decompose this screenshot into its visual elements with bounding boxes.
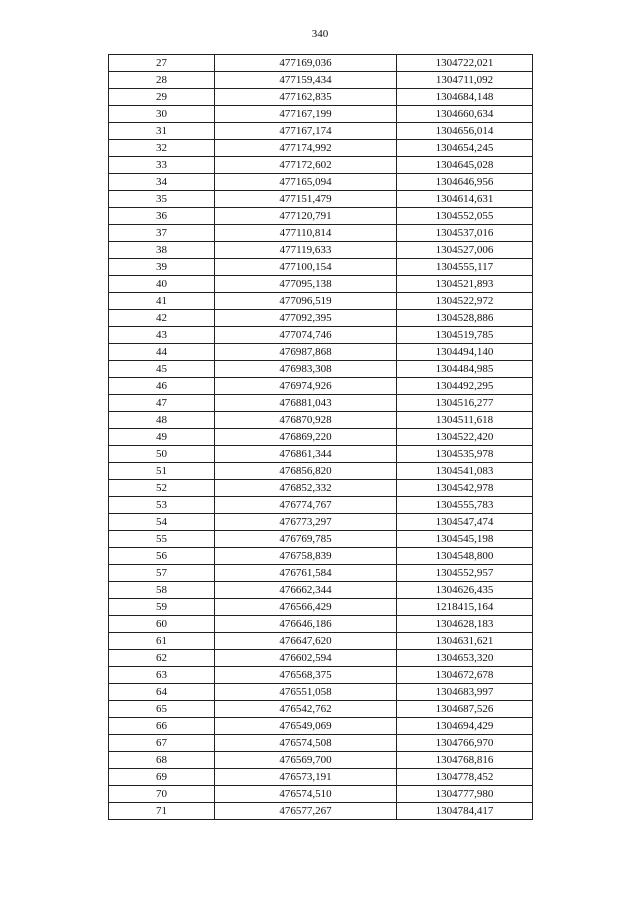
point-number-cell: 49 (109, 429, 215, 446)
x-coordinate-cell: 476987,868 (215, 344, 397, 361)
coordinates-table-body (109, 55, 533, 820)
table-row (109, 157, 533, 174)
table-row (109, 803, 533, 820)
point-number-cell: 68 (109, 752, 215, 769)
x-coordinate-cell: 476773,297 (215, 514, 397, 531)
table-row (109, 89, 533, 106)
x-coordinate-cell: 476573,191 (215, 769, 397, 786)
x-coordinate-cell: 476566,429 (215, 599, 397, 616)
point-number-cell: 65 (109, 701, 215, 718)
x-coordinate-cell: 477159,434 (215, 72, 397, 89)
point-number-cell: 61 (109, 633, 215, 650)
point-number-cell: 71 (109, 803, 215, 820)
y-coordinate-cell: 1304768,816 (397, 752, 533, 769)
y-coordinate-cell: 1304535,978 (397, 446, 533, 463)
y-coordinate-cell: 1304656,014 (397, 123, 533, 140)
table-row (109, 293, 533, 310)
table-row (109, 242, 533, 259)
y-coordinate-cell: 1304484,985 (397, 361, 533, 378)
table-row (109, 191, 533, 208)
point-number-cell: 38 (109, 242, 215, 259)
point-number-cell: 66 (109, 718, 215, 735)
y-coordinate-cell: 1304552,957 (397, 565, 533, 582)
y-coordinate-cell: 1304777,980 (397, 786, 533, 803)
point-number-cell: 45 (109, 361, 215, 378)
table-row (109, 786, 533, 803)
table-row (109, 616, 533, 633)
x-coordinate-cell: 477095,138 (215, 276, 397, 293)
table-row (109, 446, 533, 463)
point-number-cell: 50 (109, 446, 215, 463)
table-row (109, 565, 533, 582)
x-coordinate-cell: 476574,508 (215, 735, 397, 752)
x-coordinate-cell: 477162,835 (215, 89, 397, 106)
table-row (109, 582, 533, 599)
coordinates-table (108, 54, 533, 820)
point-number-cell: 57 (109, 565, 215, 582)
x-coordinate-cell: 476983,308 (215, 361, 397, 378)
table-row (109, 531, 533, 548)
table-row (109, 497, 533, 514)
point-number-cell: 63 (109, 667, 215, 684)
point-number-cell: 37 (109, 225, 215, 242)
table-row (109, 378, 533, 395)
point-number-cell: 34 (109, 174, 215, 191)
y-coordinate-cell: 1304511,618 (397, 412, 533, 429)
table-row (109, 514, 533, 531)
point-number-cell: 48 (109, 412, 215, 429)
y-coordinate-cell: 1304527,006 (397, 242, 533, 259)
point-number-cell: 44 (109, 344, 215, 361)
x-coordinate-cell: 476577,267 (215, 803, 397, 820)
x-coordinate-cell: 476769,785 (215, 531, 397, 548)
x-coordinate-cell: 476574,510 (215, 786, 397, 803)
x-coordinate-cell: 477120,791 (215, 208, 397, 225)
x-coordinate-cell: 477172,602 (215, 157, 397, 174)
table-row (109, 174, 533, 191)
point-number-cell: 51 (109, 463, 215, 480)
y-coordinate-cell: 1304547,474 (397, 514, 533, 531)
y-coordinate-cell: 1304766,970 (397, 735, 533, 752)
y-coordinate-cell: 1218415,164 (397, 599, 533, 616)
y-coordinate-cell: 1304626,435 (397, 582, 533, 599)
table-row (109, 752, 533, 769)
table-row (109, 718, 533, 735)
table-row (109, 769, 533, 786)
point-number-cell: 52 (109, 480, 215, 497)
y-coordinate-cell: 1304628,183 (397, 616, 533, 633)
x-coordinate-cell: 477169,036 (215, 55, 397, 72)
y-coordinate-cell: 1304614,631 (397, 191, 533, 208)
table-row (109, 123, 533, 140)
y-coordinate-cell: 1304784,417 (397, 803, 533, 820)
y-coordinate-cell: 1304521,893 (397, 276, 533, 293)
x-coordinate-cell: 476870,928 (215, 412, 397, 429)
x-coordinate-cell: 476646,186 (215, 616, 397, 633)
y-coordinate-cell: 1304722,021 (397, 55, 533, 72)
point-number-cell: 35 (109, 191, 215, 208)
table-row (109, 684, 533, 701)
y-coordinate-cell: 1304672,678 (397, 667, 533, 684)
point-number-cell: 27 (109, 55, 215, 72)
table-row (109, 667, 533, 684)
table-row (109, 480, 533, 497)
table-row (109, 208, 533, 225)
table-row (109, 259, 533, 276)
point-number-cell: 33 (109, 157, 215, 174)
table-row (109, 106, 533, 123)
point-number-cell: 59 (109, 599, 215, 616)
x-coordinate-cell: 477074,746 (215, 327, 397, 344)
y-coordinate-cell: 1304653,320 (397, 650, 533, 667)
y-coordinate-cell: 1304522,972 (397, 293, 533, 310)
y-coordinate-cell: 1304494,140 (397, 344, 533, 361)
x-coordinate-cell: 477174,992 (215, 140, 397, 157)
y-coordinate-cell: 1304542,978 (397, 480, 533, 497)
y-coordinate-cell: 1304778,452 (397, 769, 533, 786)
table-row (109, 310, 533, 327)
y-coordinate-cell: 1304545,198 (397, 531, 533, 548)
x-coordinate-cell: 476974,926 (215, 378, 397, 395)
point-number-cell: 64 (109, 684, 215, 701)
y-coordinate-cell: 1304548,800 (397, 548, 533, 565)
y-coordinate-cell: 1304555,783 (397, 497, 533, 514)
point-number-cell: 42 (109, 310, 215, 327)
point-number-cell: 40 (109, 276, 215, 293)
y-coordinate-cell: 1304552,055 (397, 208, 533, 225)
y-coordinate-cell: 1304492,295 (397, 378, 533, 395)
point-number-cell: 56 (109, 548, 215, 565)
x-coordinate-cell: 476542,762 (215, 701, 397, 718)
table-row (109, 276, 533, 293)
point-number-cell: 53 (109, 497, 215, 514)
x-coordinate-cell: 476852,332 (215, 480, 397, 497)
point-number-cell: 67 (109, 735, 215, 752)
y-coordinate-cell: 1304646,956 (397, 174, 533, 191)
x-coordinate-cell: 476861,344 (215, 446, 397, 463)
point-number-cell: 32 (109, 140, 215, 157)
x-coordinate-cell: 476549,069 (215, 718, 397, 735)
x-coordinate-cell: 477167,174 (215, 123, 397, 140)
x-coordinate-cell: 477092,395 (215, 310, 397, 327)
y-coordinate-cell: 1304522,420 (397, 429, 533, 446)
table-row (109, 548, 533, 565)
y-coordinate-cell: 1304684,148 (397, 89, 533, 106)
page-number: 340 (311, 28, 329, 40)
x-coordinate-cell: 477110,814 (215, 225, 397, 242)
table-row (109, 344, 533, 361)
point-number-cell: 43 (109, 327, 215, 344)
x-coordinate-cell: 476869,220 (215, 429, 397, 446)
point-number-cell: 55 (109, 531, 215, 548)
y-coordinate-cell: 1304516,277 (397, 395, 533, 412)
x-coordinate-cell: 477167,199 (215, 106, 397, 123)
point-number-cell: 30 (109, 106, 215, 123)
table-row (109, 599, 533, 616)
table-row (109, 701, 533, 718)
y-coordinate-cell: 1304645,028 (397, 157, 533, 174)
point-number-cell: 36 (109, 208, 215, 225)
point-number-cell: 69 (109, 769, 215, 786)
table-row (109, 429, 533, 446)
y-coordinate-cell: 1304654,245 (397, 140, 533, 157)
point-number-cell: 41 (109, 293, 215, 310)
x-coordinate-cell: 477119,633 (215, 242, 397, 259)
x-coordinate-cell: 476602,594 (215, 650, 397, 667)
y-coordinate-cell: 1304694,429 (397, 718, 533, 735)
x-coordinate-cell: 476881,043 (215, 395, 397, 412)
x-coordinate-cell: 477151,479 (215, 191, 397, 208)
table-row (109, 140, 533, 157)
table-row (109, 55, 533, 72)
table-row (109, 735, 533, 752)
x-coordinate-cell: 477096,519 (215, 293, 397, 310)
x-coordinate-cell: 476662,344 (215, 582, 397, 599)
x-coordinate-cell: 476758,839 (215, 548, 397, 565)
table-row (109, 327, 533, 344)
point-number-cell: 58 (109, 582, 215, 599)
y-coordinate-cell: 1304660,634 (397, 106, 533, 123)
table-row (109, 72, 533, 89)
y-coordinate-cell: 1304519,785 (397, 327, 533, 344)
table-row (109, 412, 533, 429)
x-coordinate-cell: 476856,820 (215, 463, 397, 480)
point-number-cell: 31 (109, 123, 215, 140)
x-coordinate-cell: 477165,094 (215, 174, 397, 191)
point-number-cell: 60 (109, 616, 215, 633)
point-number-cell: 70 (109, 786, 215, 803)
point-number-cell: 47 (109, 395, 215, 412)
y-coordinate-cell: 1304711,092 (397, 72, 533, 89)
x-coordinate-cell: 476647,620 (215, 633, 397, 650)
x-coordinate-cell: 477100,154 (215, 259, 397, 276)
y-coordinate-cell: 1304528,886 (397, 310, 533, 327)
point-number-cell: 29 (109, 89, 215, 106)
point-number-cell: 39 (109, 259, 215, 276)
x-coordinate-cell: 476551,058 (215, 684, 397, 701)
y-coordinate-cell: 1304555,117 (397, 259, 533, 276)
table-row (109, 633, 533, 650)
y-coordinate-cell: 1304631,621 (397, 633, 533, 650)
table-row (109, 650, 533, 667)
point-number-cell: 46 (109, 378, 215, 395)
table-row (109, 225, 533, 242)
table-row (109, 395, 533, 412)
y-coordinate-cell: 1304683,997 (397, 684, 533, 701)
x-coordinate-cell: 476568,375 (215, 667, 397, 684)
table-row (109, 361, 533, 378)
point-number-cell: 62 (109, 650, 215, 667)
y-coordinate-cell: 1304541,083 (397, 463, 533, 480)
x-coordinate-cell: 476569,700 (215, 752, 397, 769)
y-coordinate-cell: 1304537,016 (397, 225, 533, 242)
x-coordinate-cell: 476761,584 (215, 565, 397, 582)
table-row (109, 463, 533, 480)
point-number-cell: 28 (109, 72, 215, 89)
y-coordinate-cell: 1304687,526 (397, 701, 533, 718)
point-number-cell: 54 (109, 514, 215, 531)
x-coordinate-cell: 476774,767 (215, 497, 397, 514)
